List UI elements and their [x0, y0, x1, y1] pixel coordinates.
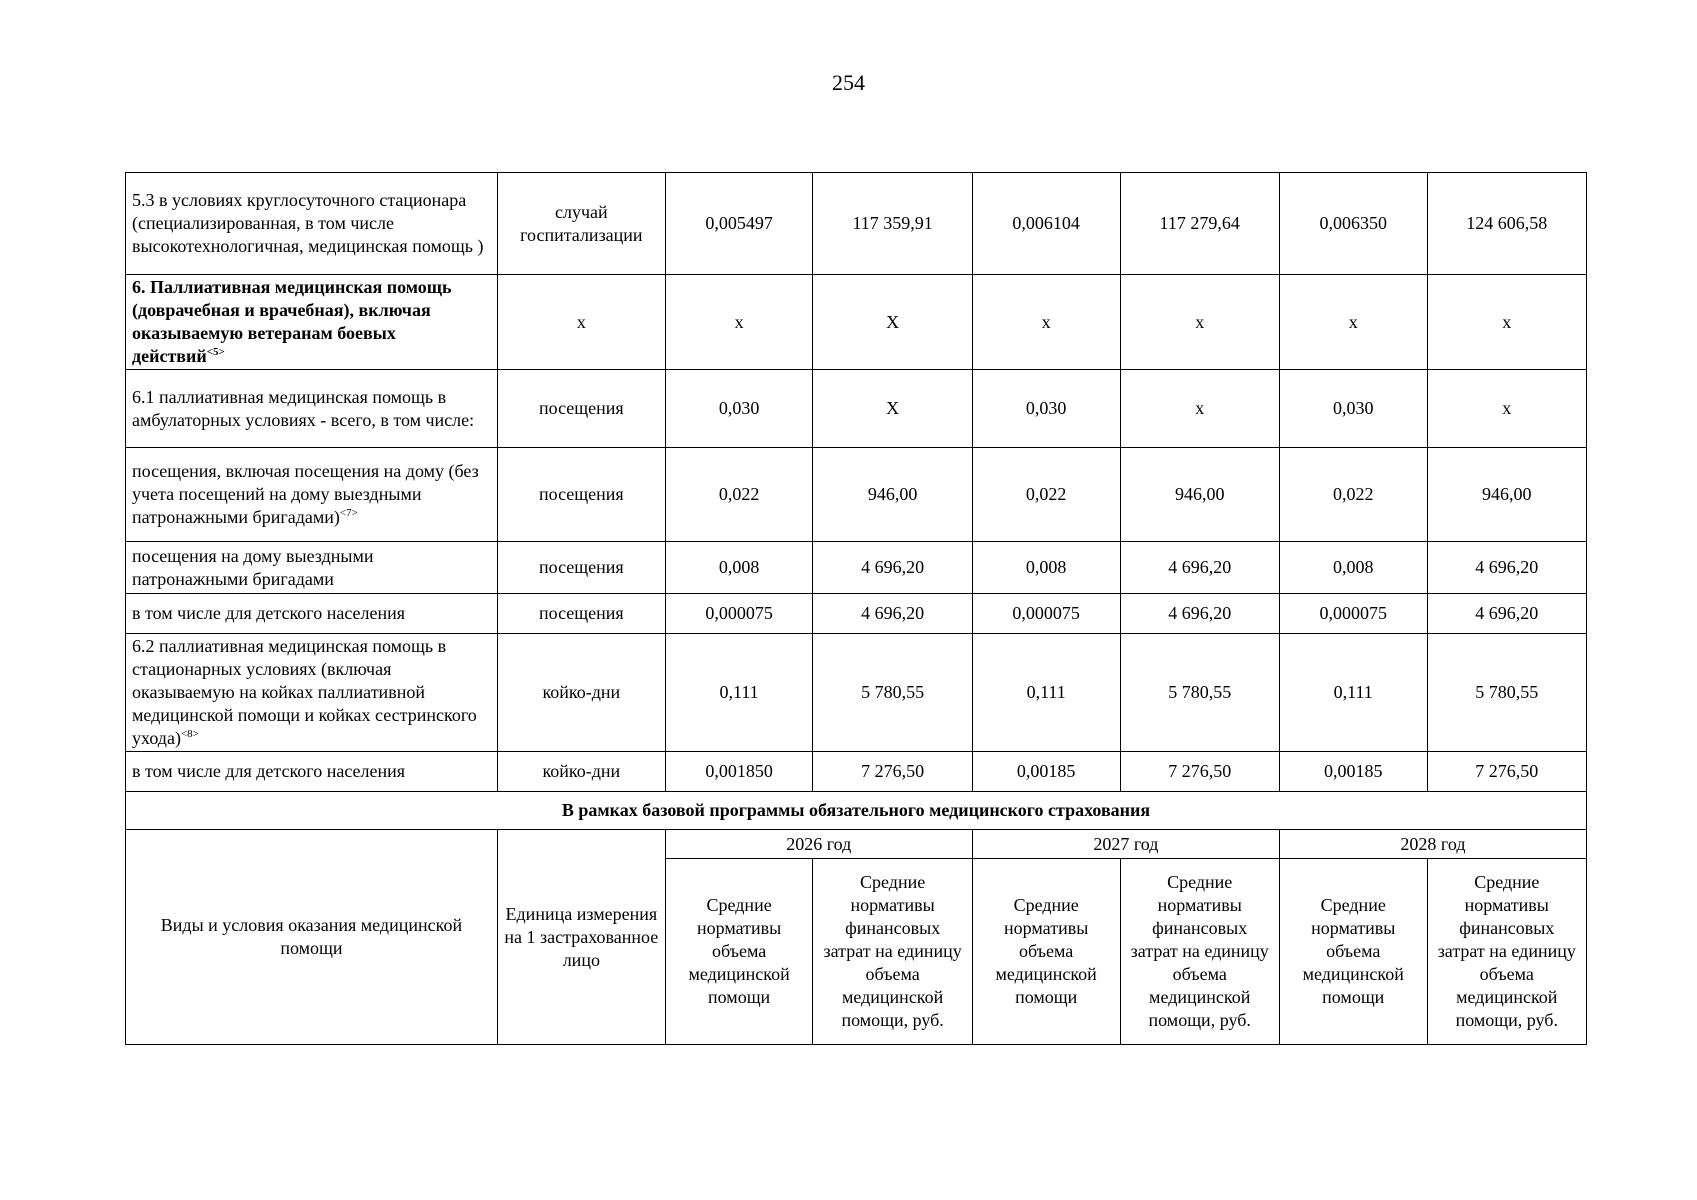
table-row — [126, 634, 1587, 752]
normatives-table — [125, 172, 1587, 1045]
volume-2026: 0,005497 — [665, 173, 813, 275]
section-title: В рамках базовой программы обязательного медицинского страхования — [126, 792, 1587, 830]
finance-2026: Х — [813, 370, 972, 448]
footnote-ref: <8> — [180, 728, 199, 740]
column-header-year-2027: 2027 год — [972, 830, 1279, 859]
column-header-finance: Средние нормативы финансовых затрат на единицу объема медицинской помощи, руб. — [1120, 859, 1279, 1045]
row-label: 5.3 в условиях круглосуточного стационара (специализированная, в том числе высокотехнологичная, медицинская помощь ) — [126, 173, 498, 275]
finance-2026: 946,00 — [813, 448, 972, 542]
section-header-row — [126, 792, 1587, 830]
column-header-volume: Средние нормативы объема медицинской помощи — [665, 859, 813, 1045]
table-row — [126, 173, 1587, 275]
volume-2027: х — [972, 275, 1120, 370]
volume-2027: 0,022 — [972, 448, 1120, 542]
finance-2027: х — [1120, 275, 1279, 370]
volume-2028: 0,008 — [1279, 542, 1427, 594]
finance-2028: 4 696,20 — [1427, 594, 1586, 634]
finance-2028: х — [1427, 370, 1586, 448]
volume-2026: 0,000075 — [665, 594, 813, 634]
finance-2027: х — [1120, 370, 1279, 448]
table-row — [126, 370, 1587, 448]
finance-2026: 5 780,55 — [813, 634, 972, 752]
volume-2027: 0,030 — [972, 370, 1120, 448]
finance-2027: 5 780,55 — [1120, 634, 1279, 752]
volume-2027: 0,000075 — [972, 594, 1120, 634]
finance-2028: 7 276,50 — [1427, 752, 1586, 792]
column-header-volume: Средние нормативы объема медицинской помощи — [1279, 859, 1427, 1045]
volume-2028: 0,111 — [1279, 634, 1427, 752]
year-header-row — [126, 830, 1587, 859]
volume-2028: 0,000075 — [1279, 594, 1427, 634]
finance-2027: 4 696,20 — [1120, 594, 1279, 634]
table-row — [126, 594, 1587, 634]
finance-2026: 4 696,20 — [813, 542, 972, 594]
volume-2026: 0,111 — [665, 634, 813, 752]
row-unit: посещения — [497, 542, 665, 594]
finance-2027: 117 279,64 — [1120, 173, 1279, 275]
finance-2026: 7 276,50 — [813, 752, 972, 792]
volume-2027: 0,006104 — [972, 173, 1120, 275]
table-row — [126, 448, 1587, 542]
finance-2026: Х — [813, 275, 972, 370]
row-unit: посещения — [497, 370, 665, 448]
table-row — [126, 752, 1587, 792]
row-label: 6.1 паллиативная медицинская помощь в амбулаторных условиях - всего, в том числе: — [126, 370, 498, 448]
finance-2028: 946,00 — [1427, 448, 1586, 542]
volume-2028: 0,006350 — [1279, 173, 1427, 275]
volume-2028: 0,030 — [1279, 370, 1427, 448]
finance-2028: х — [1427, 275, 1586, 370]
row-unit: посещения — [497, 594, 665, 634]
row-unit: х — [497, 275, 665, 370]
finance-2027: 7 276,50 — [1120, 752, 1279, 792]
volume-2026: 0,001850 — [665, 752, 813, 792]
finance-2028: 4 696,20 — [1427, 542, 1586, 594]
column-header-kind: Виды и условия оказания медицинской помощи — [126, 830, 498, 1045]
row-unit: посещения — [497, 448, 665, 542]
column-header-year-2028: 2028 год — [1279, 830, 1586, 859]
footnote-ref: <7> — [339, 507, 358, 519]
footnote-ref: <5> — [206, 346, 225, 358]
finance-2026: 117 359,91 — [813, 173, 972, 275]
volume-2028: 0,022 — [1279, 448, 1427, 542]
volume-2026: 0,022 — [665, 448, 813, 542]
volume-2027: 0,008 — [972, 542, 1120, 594]
finance-2026: 4 696,20 — [813, 594, 972, 634]
finance-2028: 124 606,58 — [1427, 173, 1586, 275]
volume-2028: х — [1279, 275, 1427, 370]
volume-2026: 0,008 — [665, 542, 813, 594]
row-label: посещения на дому выездными патронажными бригадами — [126, 542, 498, 594]
row-label: в том числе для детского населения — [126, 752, 498, 792]
finance-2027: 4 696,20 — [1120, 542, 1279, 594]
column-header-year-2026: 2026 год — [665, 830, 972, 859]
page-number: 254 — [832, 70, 865, 95]
row-label: посещения, включая посещения на дому (без учета посещений на дому выездными патронажными бригадами)$^{<7>}$ — [126, 448, 498, 542]
volume-2026: 0,030 — [665, 370, 813, 448]
finance-2027: 946,00 — [1120, 448, 1279, 542]
table-row — [126, 275, 1587, 370]
row-label: 6. Паллиативная медицинская помощь (доврачебная и врачебная), включая оказываемую ветеранам боевых действий$^{<5>}$ — [126, 275, 498, 370]
column-header-volume: Средние нормативы объема медицинской помощи — [972, 859, 1120, 1045]
column-header-unit: Единица измерения на 1 застрахованное лицо — [497, 830, 665, 1045]
row-unit: койко-дни — [497, 752, 665, 792]
column-header-finance: Средние нормативы финансовых затрат на единицу объема медицинской помощи, руб. — [1427, 859, 1586, 1045]
volume-2027: 0,00185 — [972, 752, 1120, 792]
finance-2028: 5 780,55 — [1427, 634, 1586, 752]
row-unit: случай госпитализации — [497, 173, 665, 275]
column-header-finance: Средние нормативы финансовых затрат на единицу объема медицинской помощи, руб. — [813, 859, 972, 1045]
row-label: 6.2 паллиативная медицинская помощь в стационарных условиях (включая оказываемую на койках паллиативной медицинской помощи и койках сестринского ухода)$^{<8>}$ — [126, 634, 498, 752]
volume-2026: х — [665, 275, 813, 370]
table-row — [126, 542, 1587, 594]
volume-2028: 0,00185 — [1279, 752, 1427, 792]
row-label: в том числе для детского населения — [126, 594, 498, 634]
row-unit: койко-дни — [497, 634, 665, 752]
volume-2027: 0,111 — [972, 634, 1120, 752]
